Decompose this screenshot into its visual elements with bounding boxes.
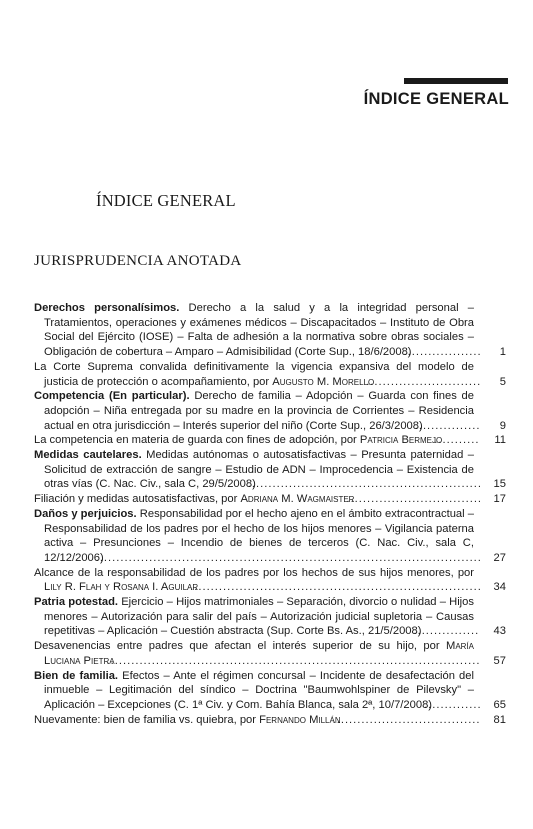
toc-commentary-entry bbox=[34, 360, 506, 389]
entry-topic: Derechos personalísimos. bbox=[34, 302, 180, 314]
page-number: 43 bbox=[493, 625, 506, 638]
entry-description: Filiación y medidas autosatisfactivas, por bbox=[34, 493, 241, 506]
entry-author: María Luciana Pietra bbox=[44, 640, 474, 667]
toc-entry bbox=[34, 595, 506, 639]
toc-commentary-entry bbox=[34, 566, 506, 595]
page-number: 27 bbox=[493, 551, 506, 564]
entry-author: Patricia Bermejo bbox=[359, 434, 443, 447]
entry-description: Ejercicio – Hijos matrimoniales – Separación, divorcio o nulidad – Hijos menores – Autorización para salir del país – Autorización judicial supletoria – Causas repetitivas – Aplicación – Cuestión abstracta (Sup. Corte Bs. As., 21/5/2008) bbox=[44, 596, 474, 638]
toc-commentary-entry bbox=[34, 433, 506, 448]
page-number: 5 bbox=[499, 375, 506, 388]
toc-entry bbox=[34, 669, 506, 713]
page-number: 15 bbox=[493, 478, 506, 491]
page-number: 81 bbox=[493, 713, 506, 726]
page-number: 9 bbox=[499, 419, 506, 432]
page-number: 34 bbox=[493, 581, 506, 594]
table-of-contents bbox=[34, 301, 506, 727]
page-number: 57 bbox=[493, 654, 506, 667]
toc-commentary-entry bbox=[34, 639, 506, 668]
page-number: 17 bbox=[493, 493, 506, 506]
entry-description: Nuevamente: bien de familia vs. quiebra, por bbox=[34, 713, 260, 726]
toc-commentary-entry bbox=[34, 492, 506, 507]
entry-description: Responsabilidad por el hecho ajeno en el ámbito extracontractual – Responsabilidad de los padres por el hecho de los hijos menores – Vigilancia paterna activa – Presunciones – Incendio de bienes de terceros (C. Nac. Civ., sala C, 12/12/2006) bbox=[44, 507, 474, 564]
page-title: ÍNDICE GENERAL bbox=[96, 191, 236, 210]
page-number: 65 bbox=[493, 698, 506, 711]
entry-topic: Competencia (En particular). bbox=[34, 390, 190, 403]
page-number: 1 bbox=[499, 346, 506, 359]
entry-description: La Corte Suprema convalida definitivamente la vigencia expansiva del modelo de justicia de protección o acompañamiento, por bbox=[34, 360, 474, 388]
entry-description: Efectos – Ante el régimen concursal – Incidente de desafectación del inmueble – Legitimación del síndico – Doctrina "Baumwohlspiner de Pilevsky" – Aplicación – Excepciones (C. 1ª Civ. y Com. Bahía Blanca, sala 2ª, 10/7/2008) bbox=[44, 669, 474, 711]
entry-description: Desavenencias entre padres que afectan el interés superior de su hijo, por bbox=[34, 640, 446, 653]
toc-commentary-entry bbox=[34, 713, 506, 728]
entry-author: Adriana M. Wagmaister bbox=[240, 493, 355, 506]
toc-entry bbox=[34, 448, 506, 492]
entry-description: La competencia en materia de guarda con fines de adopción, por bbox=[34, 434, 360, 447]
entry-author: Augusto M. Morello bbox=[272, 375, 375, 388]
entry-description: Medidas autónomas o autosatisfactivas – Presunta paternidad – Solicitud de extracción de sangre – Estudio de ADN – Improcedencia – Existencia de otras vías (C. Nac. Civ., sala C, 29/5/2008) bbox=[44, 449, 474, 491]
page-number: 11 bbox=[494, 434, 506, 447]
entry-topic: Bien de familia. bbox=[34, 669, 119, 682]
entry-description: Derecho de familia – Adopción – Guarda con fines de adopción – Niña entregada por su madre en la provincia de Corrientes – Residencia actual en otra jurisdicción – Interés superior del niño (Corte Sup., 26/3/2008) bbox=[44, 390, 474, 432]
section-title: JURISPRUDENCIA ANOTADA bbox=[34, 253, 242, 269]
toc-entry bbox=[34, 301, 506, 360]
entry-author: Fernando Millán bbox=[259, 713, 341, 726]
header-rule bbox=[404, 78, 508, 84]
entry-topic: Daños y perjuicios. bbox=[34, 507, 137, 520]
entry-topic: Patria potestad. bbox=[34, 596, 119, 609]
entry-description: Alcance de la responsabilidad de los padres por los hechos de sus hijos menores, por bbox=[34, 566, 474, 579]
toc-entry bbox=[34, 507, 506, 566]
entry-topic: Medidas cautelares. bbox=[34, 449, 142, 462]
entry-author: Lily R. Flah y Rosana I. Aguilar bbox=[44, 581, 199, 594]
entry-description: Derecho a la salud y a la integridad personal – Tratamientos, operaciones y exámenes médicos – Discapacitados – Instituto de Obra Social del Ejército (IOSE) – Falta de adhesión a la normativa sobre obras sociales – Obligación de cobertura – Amparo – Admisibilidad (Corte Sup., 18/6/2008) bbox=[44, 302, 474, 359]
toc-entry bbox=[34, 389, 506, 433]
running-head: ÍNDICE GENERAL bbox=[363, 90, 509, 108]
